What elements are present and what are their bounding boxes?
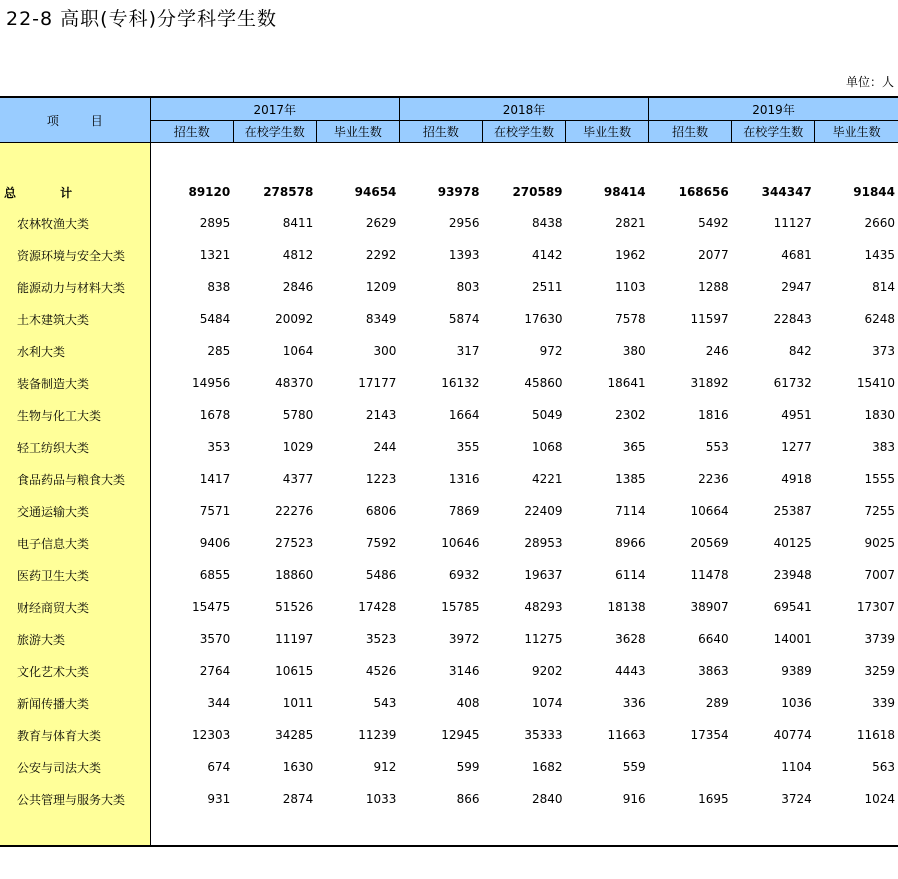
value-cell: 2846 — [282, 280, 314, 294]
value-cell: 317 — [456, 344, 480, 358]
value-cell: 18138 — [607, 600, 646, 614]
table-row — [0, 463, 898, 495]
table-row — [0, 591, 898, 623]
value-cell: 9406 — [199, 536, 231, 550]
value-cell: 19637 — [524, 568, 563, 582]
table-row — [0, 399, 898, 431]
value-cell: 61732 — [773, 376, 812, 390]
value-cell: 17428 — [358, 600, 397, 614]
table-row — [0, 527, 898, 559]
student-table — [0, 96, 898, 847]
row-label: 能源动力与材料大类 — [0, 271, 150, 303]
value-cell: 40774 — [773, 728, 812, 742]
value-cell: 94654 — [354, 185, 397, 199]
value-cell: 1024 — [864, 792, 895, 806]
value-cell: 23948 — [773, 568, 812, 582]
value-cell: 336 — [622, 696, 646, 710]
value-cell: 285 — [207, 344, 231, 358]
value-cell: 674 — [207, 760, 231, 774]
value-cell: 559 — [622, 760, 646, 774]
value-cell: 1695 — [698, 792, 729, 806]
value-cell: 31892 — [690, 376, 729, 390]
value-cell: 6640 — [698, 632, 729, 646]
row-label: 农林牧渔大类 — [0, 207, 150, 239]
value-cell: 1682 — [532, 760, 563, 774]
value-cell: 3259 — [864, 664, 895, 678]
value-cell: 9025 — [864, 536, 895, 550]
value-cell: 1555 — [864, 472, 895, 486]
value-cell: 246 — [705, 344, 729, 358]
value-cell: 17307 — [856, 600, 895, 614]
value-cell: 1630 — [282, 760, 314, 774]
value-cell: 27523 — [275, 536, 314, 550]
table-row — [0, 431, 898, 463]
value-cell: 3863 — [698, 664, 729, 678]
table-row — [0, 495, 898, 527]
table-row — [0, 335, 898, 367]
value-cell: 803 — [456, 280, 480, 294]
value-cell: 278578 — [263, 185, 314, 199]
value-cell: 3146 — [448, 664, 480, 678]
value-cell: 1962 — [615, 248, 646, 262]
value-cell: 3724 — [781, 792, 812, 806]
value-cell: 11478 — [690, 568, 729, 582]
value-cell: 599 — [456, 760, 480, 774]
table-row — [0, 303, 898, 335]
table-row — [0, 239, 898, 271]
value-cell: 931 — [207, 792, 231, 806]
row-label: 财经商贸大类 — [0, 591, 150, 623]
value-cell: 7571 — [199, 504, 231, 518]
row-label: 装备制造大类 — [0, 367, 150, 399]
value-cell: 1385 — [615, 472, 646, 486]
value-cell: 8966 — [615, 536, 646, 550]
sub-header-enrollment: 招生数 — [649, 121, 732, 143]
row-label: 文化艺术大类 — [0, 655, 150, 687]
value-cell: 814 — [872, 280, 895, 294]
value-cell: 6806 — [365, 504, 397, 518]
value-cell: 16132 — [441, 376, 480, 390]
value-cell: 1074 — [532, 696, 563, 710]
value-cell: 4918 — [781, 472, 812, 486]
value-cell: 6114 — [615, 568, 646, 582]
value-cell: 353 — [207, 440, 231, 454]
value-cell: 15410 — [856, 376, 895, 390]
value-cell: 8411 — [282, 216, 314, 230]
table-row — [0, 655, 898, 687]
value-cell: 48293 — [524, 600, 563, 614]
sub-header-in-school: 在校学生数 — [732, 121, 815, 143]
value-cell: 5049 — [532, 408, 563, 422]
value-cell: 1664 — [448, 408, 480, 422]
value-cell: 553 — [705, 440, 729, 454]
value-cell: 4142 — [532, 248, 563, 262]
table-row — [0, 783, 898, 815]
value-cell: 344 — [207, 696, 231, 710]
value-cell: 8349 — [365, 312, 397, 326]
value-cell: 7578 — [615, 312, 646, 326]
value-cell: 1288 — [698, 280, 729, 294]
value-cell: 1209 — [365, 280, 397, 294]
value-cell: 300 — [373, 344, 397, 358]
unit-label: 单位：人 — [845, 75, 894, 89]
value-cell: 12945 — [441, 728, 480, 742]
value-cell: 1435 — [864, 248, 895, 262]
value-cell: 25387 — [773, 504, 812, 518]
value-cell: 28953 — [524, 536, 563, 550]
value-cell: 1417 — [199, 472, 231, 486]
value-cell: 5486 — [365, 568, 397, 582]
row-label: 旅游大类 — [0, 623, 150, 655]
value-cell: 4681 — [781, 248, 812, 262]
year-header-2018: 2018年 — [399, 97, 648, 121]
value-cell: 11618 — [856, 728, 895, 742]
value-cell: 9202 — [532, 664, 563, 678]
value-cell: 22843 — [773, 312, 812, 326]
value-cell: 91844 — [853, 185, 895, 199]
value-cell: 93978 — [437, 185, 480, 199]
value-cell: 14001 — [773, 632, 812, 646]
row-label: 公安与司法大类 — [0, 751, 150, 783]
row-label: 电子信息大类 — [0, 527, 150, 559]
value-cell: 916 — [622, 792, 646, 806]
page-title: 22-8 高职(专科)分学科学生数 — [6, 8, 277, 30]
value-cell: 5492 — [698, 216, 729, 230]
value-cell: 48370 — [275, 376, 314, 390]
value-cell: 7869 — [448, 504, 480, 518]
value-cell: 10615 — [275, 664, 314, 678]
value-cell: 4812 — [282, 248, 314, 262]
row-label: 医药卫生大类 — [0, 559, 150, 591]
value-cell: 2302 — [615, 408, 646, 422]
value-cell: 5874 — [448, 312, 480, 326]
row-label: 教育与体育大类 — [0, 719, 150, 751]
value-cell: 89120 — [188, 185, 231, 199]
value-cell: 18860 — [275, 568, 314, 582]
value-cell: 3628 — [615, 632, 646, 646]
table-row — [0, 623, 898, 655]
value-cell: 842 — [788, 344, 812, 358]
spacer-cell — [0, 143, 150, 178]
value-cell: 2874 — [282, 792, 314, 806]
value-cell: 270589 — [512, 185, 563, 199]
value-cell: 1830 — [864, 408, 895, 422]
table-row — [0, 751, 898, 783]
value-cell: 69541 — [773, 600, 812, 614]
value-cell: 34285 — [275, 728, 314, 742]
value-cell: 1678 — [199, 408, 231, 422]
row-label: 水利大类 — [0, 335, 150, 367]
value-cell: 912 — [373, 760, 397, 774]
value-cell: 2511 — [532, 280, 563, 294]
value-cell: 6855 — [199, 568, 231, 582]
value-cell: 14956 — [192, 376, 231, 390]
value-cell: 17630 — [524, 312, 563, 326]
value-cell: 11239 — [358, 728, 397, 742]
value-cell: 1064 — [282, 344, 314, 358]
row-label: 土木建筑大类 — [0, 303, 150, 335]
value-cell: 1223 — [365, 472, 397, 486]
value-cell: 1036 — [781, 696, 812, 710]
value-cell: 6932 — [448, 568, 480, 582]
value-cell: 866 — [456, 792, 480, 806]
value-cell: 2292 — [365, 248, 397, 262]
sub-header-enrollment: 招生数 — [150, 121, 233, 143]
value-cell: 2660 — [864, 216, 895, 230]
value-cell: 15785 — [441, 600, 480, 614]
value-cell: 1316 — [448, 472, 480, 486]
value-cell: 4221 — [532, 472, 563, 486]
value-cell: 22276 — [275, 504, 314, 518]
value-cell: 3972 — [448, 632, 480, 646]
value-cell: 1033 — [365, 792, 397, 806]
sub-header-graduates: 毕业生数 — [815, 121, 898, 143]
year-header-2017: 2017年 — [150, 97, 399, 121]
value-cell: 11275 — [524, 632, 563, 646]
sub-header-graduates: 毕业生数 — [566, 121, 649, 143]
value-cell: 10664 — [690, 504, 729, 518]
value-cell: 40125 — [773, 536, 812, 550]
value-cell: 1104 — [781, 760, 812, 774]
value-cell: 3739 — [864, 632, 895, 646]
value-cell: 17354 — [690, 728, 729, 742]
value-cell: 7007 — [864, 568, 895, 582]
row-label: 新闻传播大类 — [0, 687, 150, 719]
table-row — [0, 719, 898, 751]
value-cell: 20569 — [690, 536, 729, 550]
value-cell: 4526 — [365, 664, 397, 678]
value-cell: 11127 — [773, 216, 812, 230]
value-cell: 9389 — [781, 664, 812, 678]
value-cell: 11663 — [607, 728, 646, 742]
value-cell: 1277 — [781, 440, 812, 454]
row-label: 交通运输大类 — [0, 495, 150, 527]
total-row — [0, 177, 898, 207]
value-cell: 2840 — [532, 792, 563, 806]
value-cell: 20092 — [275, 312, 314, 326]
row-label: 轻工纺织大类 — [0, 431, 150, 463]
value-cell: 543 — [373, 696, 397, 710]
table-row — [0, 559, 898, 591]
value-cell: 11597 — [690, 312, 729, 326]
value-cell: 7255 — [864, 504, 895, 518]
value-cell: 1103 — [615, 280, 646, 294]
sub-header-in-school: 在校学生数 — [482, 121, 565, 143]
value-cell: 8438 — [532, 216, 563, 230]
value-cell: 1068 — [532, 440, 563, 454]
value-cell: 10646 — [441, 536, 480, 550]
value-cell: 2895 — [199, 216, 231, 230]
value-cell: 4377 — [282, 472, 314, 486]
value-cell: 365 — [622, 440, 646, 454]
value-cell: 244 — [373, 440, 397, 454]
value-cell: 3523 — [365, 632, 397, 646]
value-cell: 5780 — [282, 408, 314, 422]
row-label: 食品药品与粮食大类 — [0, 463, 150, 495]
value-cell: 344347 — [761, 185, 812, 199]
value-cell: 1816 — [698, 408, 729, 422]
value-cell: 2629 — [365, 216, 397, 230]
value-cell: 1393 — [448, 248, 480, 262]
table-row — [0, 207, 898, 239]
value-cell: 2947 — [781, 280, 812, 294]
value-cell: 373 — [872, 344, 895, 358]
table-row — [0, 367, 898, 399]
item-header: 项 目 — [0, 97, 150, 143]
sub-header-enrollment: 招生数 — [399, 121, 482, 143]
value-cell: 51526 — [275, 600, 314, 614]
value-cell: 2077 — [698, 248, 729, 262]
value-cell: 98414 — [603, 185, 646, 199]
value-cell: 5484 — [199, 312, 231, 326]
value-cell: 6248 — [864, 312, 895, 326]
value-cell: 4443 — [615, 664, 646, 678]
value-cell: 17177 — [358, 376, 397, 390]
value-cell: 7114 — [615, 504, 646, 518]
value-cell: 12303 — [192, 728, 231, 742]
row-label: 资源环境与安全大类 — [0, 239, 150, 271]
value-cell: 563 — [872, 760, 895, 774]
value-cell: 1029 — [282, 440, 314, 454]
value-cell: 1321 — [199, 248, 231, 262]
value-cell: 2956 — [448, 216, 480, 230]
spacer-cell — [0, 815, 150, 846]
value-cell: 2764 — [199, 664, 231, 678]
value-cell: 355 — [456, 440, 480, 454]
year-header-2019: 2019年 — [649, 97, 898, 121]
value-cell: 380 — [622, 344, 646, 358]
value-cell: 22409 — [524, 504, 563, 518]
value-cell: 2143 — [365, 408, 397, 422]
row-label: 公共管理与服务大类 — [0, 783, 150, 815]
value-cell: 1011 — [282, 696, 314, 710]
value-cell: 168656 — [678, 185, 729, 199]
value-cell: 7592 — [365, 536, 397, 550]
table-row — [0, 687, 898, 719]
value-cell: 35333 — [524, 728, 563, 742]
value-cell: 408 — [456, 696, 480, 710]
sub-header-graduates: 毕业生数 — [316, 121, 399, 143]
sub-header-in-school: 在校学生数 — [233, 121, 316, 143]
row-label: 生物与化工大类 — [0, 399, 150, 431]
value-cell: 2236 — [698, 472, 729, 486]
value-cell: 45860 — [524, 376, 563, 390]
value-cell: 339 — [872, 696, 895, 710]
value-cell — [649, 751, 732, 783]
value-cell: 2821 — [615, 216, 646, 230]
table-row — [0, 271, 898, 303]
value-cell: 3570 — [199, 632, 231, 646]
value-cell: 972 — [539, 344, 563, 358]
value-cell: 15475 — [192, 600, 231, 614]
value-cell: 11197 — [275, 632, 314, 646]
value-cell: 18641 — [607, 376, 646, 390]
value-cell: 289 — [705, 696, 729, 710]
value-cell: 4951 — [781, 408, 812, 422]
row-label: 总 计 — [0, 177, 150, 207]
value-cell: 838 — [207, 280, 231, 294]
value-cell: 38907 — [690, 600, 729, 614]
value-cell: 383 — [872, 440, 895, 454]
